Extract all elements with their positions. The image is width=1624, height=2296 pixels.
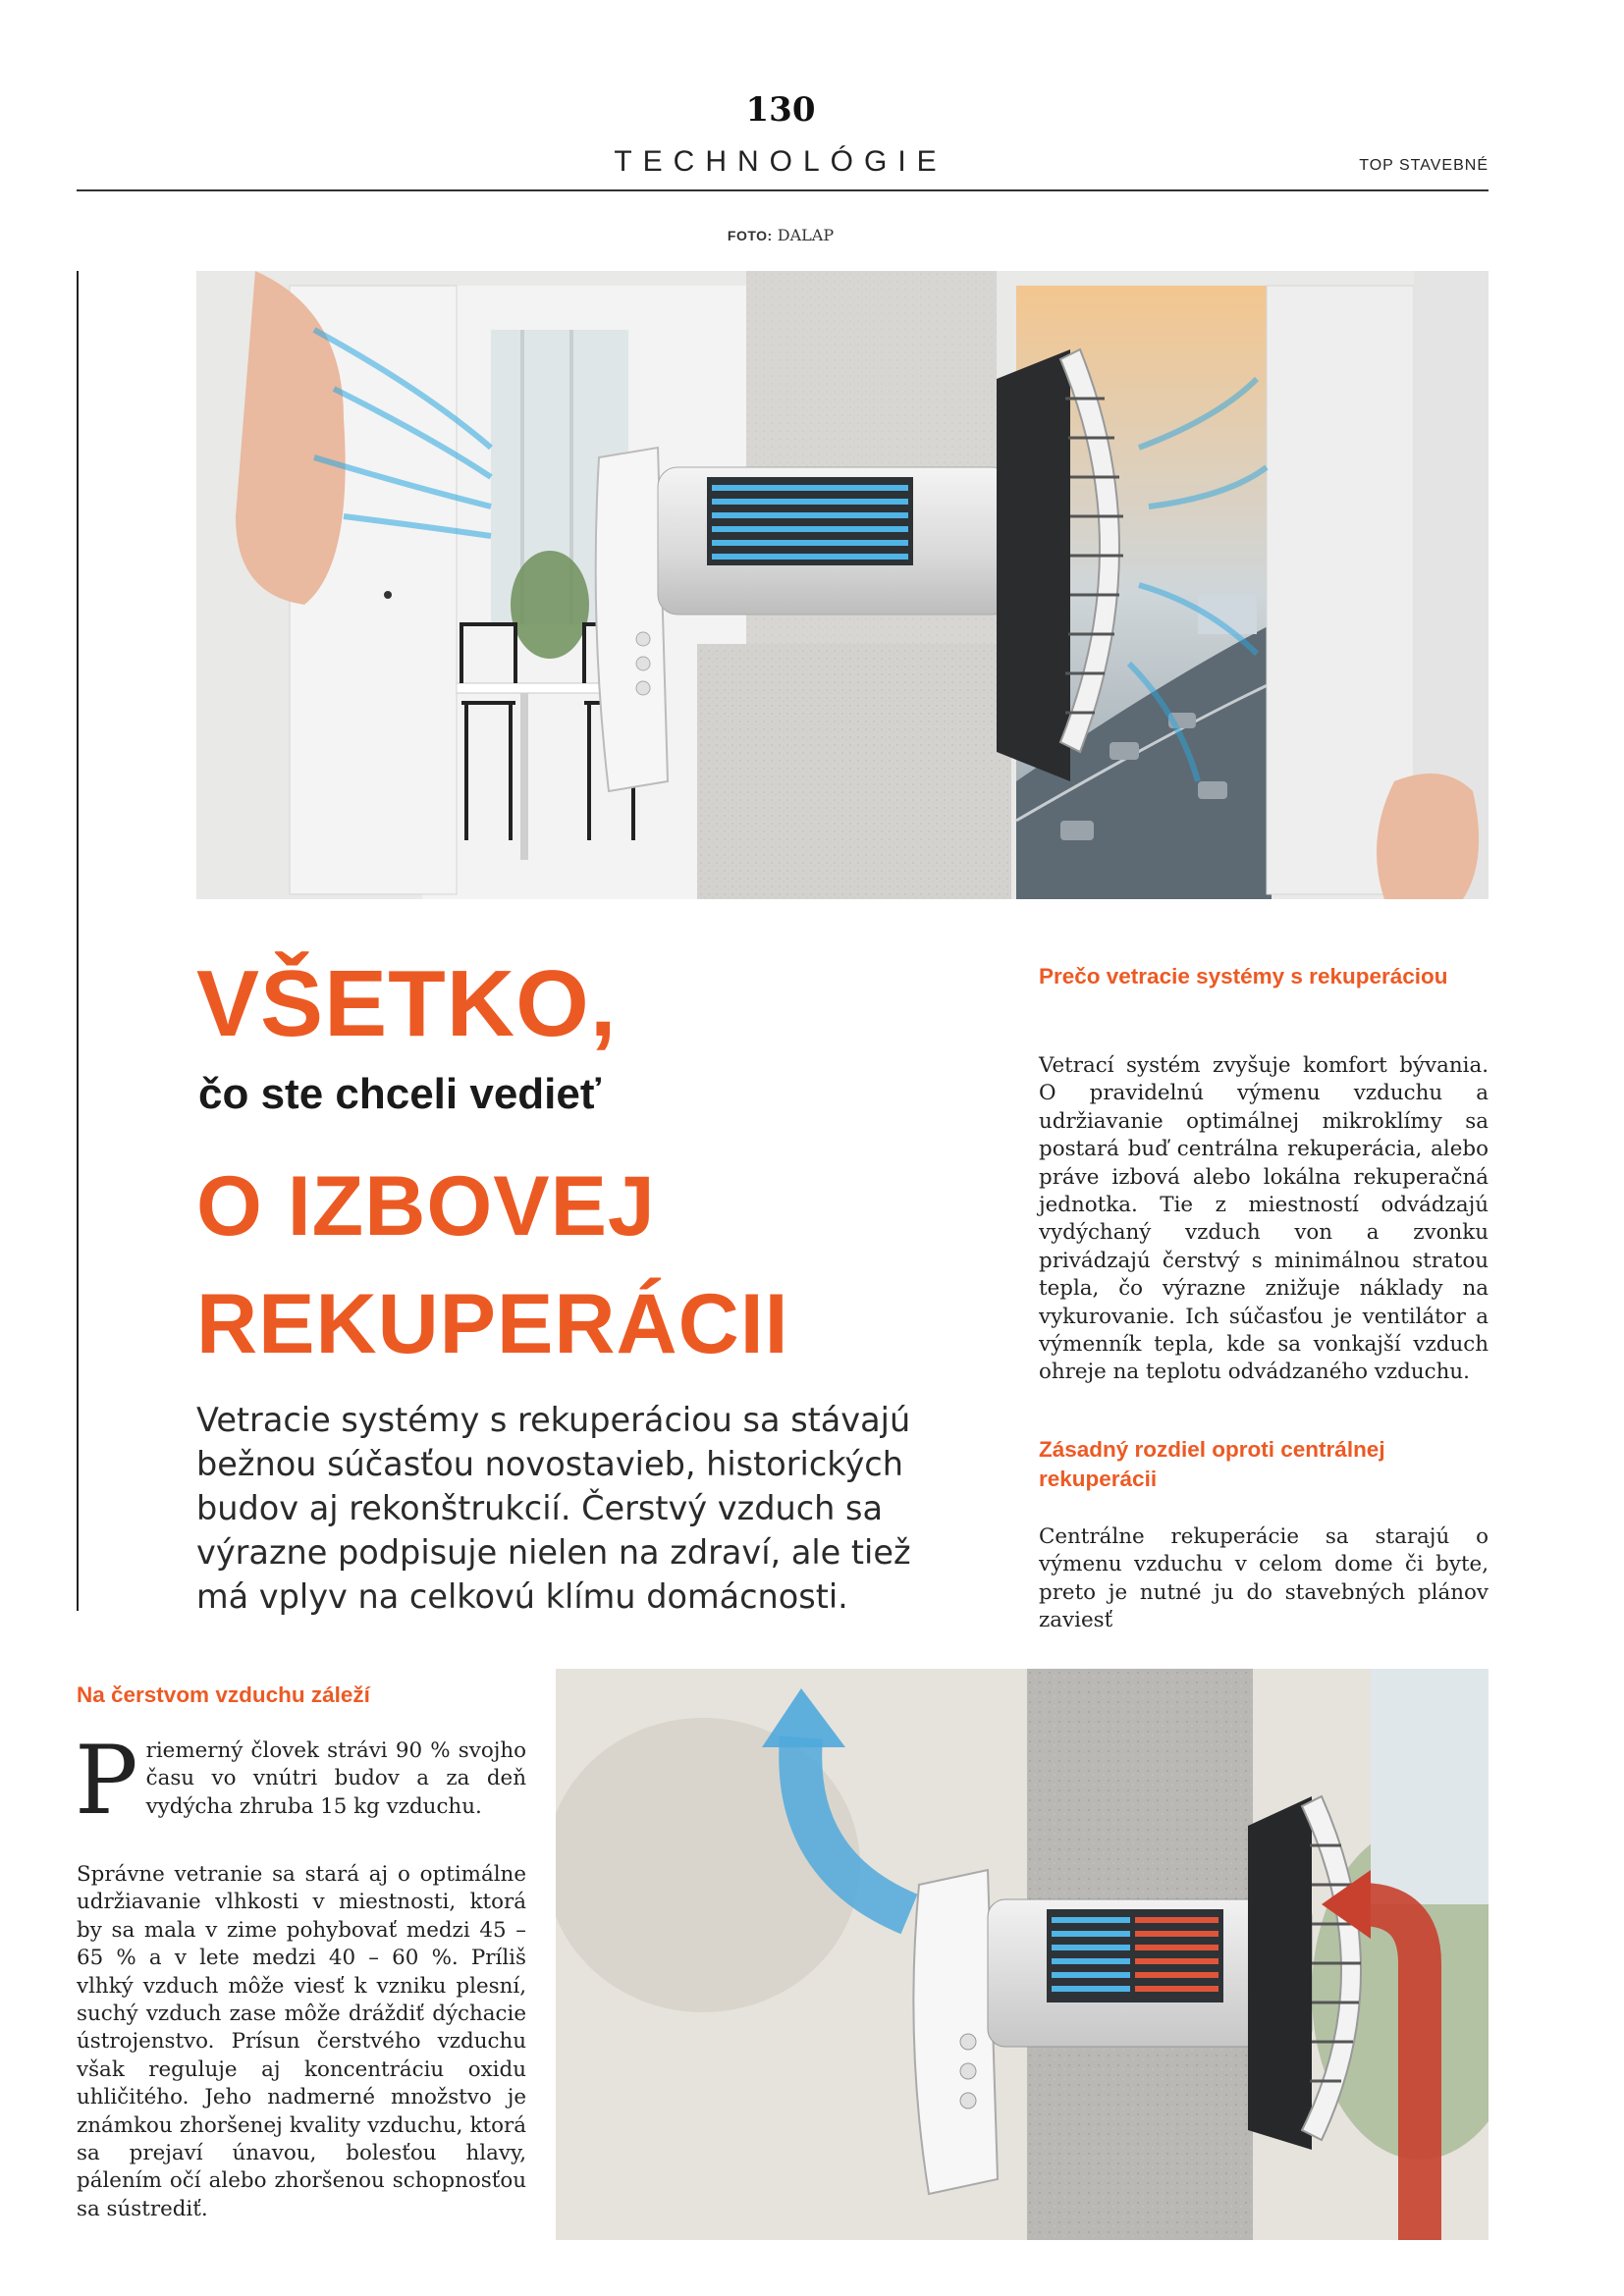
lead-paragraph: Vetracie systémy s rekuperáciou sa stávajú bežnou súčasťou novostavieb, historických budov aj rekonštrukcií. Čerstvý vzduch sa výrazne podpisuje nielen na zdraví, ale tiež má vplyv na celkovú klímu domácnosti. — [196, 1401, 911, 1616]
paragraph-difference: Centrálne rekuperácie sa starajú o výmenu vzduchu v celom dome či byte, preto je nutné ju do stavebných plánov zaviesť — [1039, 1524, 1489, 1633]
recuperation-diagram-image — [556, 1669, 1489, 2240]
subheading-why: Prečo vetracie systémy s rekuperáciou — [1039, 964, 1448, 988]
paragraph-intro-text: riemerný človek strávi 90 % svojho času vo vnútri budov a za deň vydýcha zhruba 15 kg vzduchu. — [145, 1738, 526, 1819]
header-rule — [77, 189, 1489, 191]
magazine-name: TOP STAVEBNÉ — [1359, 157, 1489, 174]
page-number: 130 — [745, 90, 816, 130]
paragraph-why: Vetrací systém zvyšuje komfort bývania. O pravidelnú výmenu vzduchu a udržiavanie optimálnej mikroklímy sa postará buď centrálna rekuperácia, alebo práve izbová alebo lokálna rekuperačná jednotka. Tie z miestností odvádzajú vydýchaný vzduch von a zvonku privádzajú čerstvý s minimálnou stratou tepla, čo výrazne znižuje náklady na vykurovanie. Ich súčasťou je ventilátor a výmenník tepla, kde sa vonkajší vzduch ohreje na teplotu odvádzaného vzduchu. — [1039, 1053, 1489, 1385]
drop-cap: P — [75, 1726, 138, 1836]
hero-image — [196, 271, 1489, 899]
section-title: TECHNOLÓGIE — [614, 145, 947, 178]
margin-rule — [77, 271, 79, 1611]
photo-credit-label: FOTO: — [727, 228, 773, 243]
subheading-difference: Zásadný rozdiel oproti centrálnej rekuperácii — [1039, 1437, 1385, 1491]
photo-credit — [0, 226, 1561, 244]
headline-line-4: REKUPERÁCII — [196, 1277, 789, 1371]
paragraph-humidity: Správne vetranie sa stará aj o optimálne udržiavanie vlhkosti v miestnosti, ktorá by sa mala v zime pohybovať medzi 45 – 65 % a v lete medzi 40 – 60 %. Príliš vlhký vzduch môže viesť k vzniku plesní, suchý vzduch zase môže dráždiť dýchacie ústrojenstvo. Prísun čerstvého vzduchu však reguluje aj koncentráciu oxidu uhličitého. Jeho nadmerné množstvo je známkou zhoršenej kvality vzduchu, ktorá sa prejaví únavou, bolesťou hlavy, pálením očí alebo zhoršenou schopnosťou sa sústrediť. — [77, 1862, 526, 2221]
headline-line-2: čo ste chceli vedieť — [198, 1070, 601, 1118]
headline-line-3: O IZBOVEJ — [196, 1159, 656, 1254]
subheading-fresh-air: Na čerstvom vzduchu záleží — [77, 1682, 370, 1707]
paragraph-intro — [75, 1726, 526, 1836]
photo-credit-name: DALAP — [777, 226, 835, 244]
headline-line-1: VŠETKO, — [196, 951, 618, 1056]
